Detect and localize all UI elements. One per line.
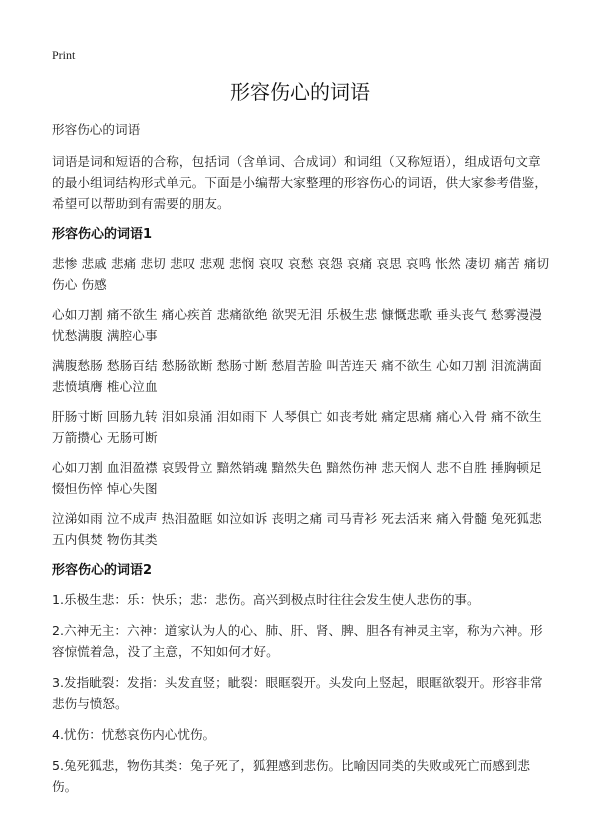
page-title: 形容伤心的词语 <box>230 80 370 104</box>
word-list-paragraph: 心如刀割 痛不欲生 痛心疾首 悲痛欲绝 欲哭无泪 乐极生悲 慷慨悲歌 垂头丧气 愁雾漫漫 忧愁满腹 满腔心事 <box>52 307 542 343</box>
article-body <box>52 120 550 807</box>
intro-paragraph: 词语是词和短语的合称，包括词（含单词、合成词）和词组（又称短语），组成语句文章的最小组词结构形式单元。下面是小编帮大家整理的形容伤心的词语，供大家参考借鉴，希望可以帮助到有需要的朋友。 <box>52 154 548 211</box>
word-list-paragraph: 心如刀割 血泪盈襟 哀毁骨立 黯然销魂 黯然失色 黯然伤神 悲天悯人 悲不自胜 捶胸顿足 惙怛伤悴 悼心失图 <box>52 460 542 496</box>
word-list-paragraph: 泣涕如雨 泣不成声 热泪盈眶 如泣如诉 丧明之痛 司马青衫 死去活来 痛入骨髓 兔死狐悲 五内俱焚 物伤其类 <box>52 511 542 547</box>
word-list-paragraph: 肝肠寸断 回肠九转 泪如泉涌 泪如雨下 人琴俱亡 如丧考妣 痛定思痛 痛心入骨 痛不欲生 万箭攒心 无肠可断 <box>52 409 542 445</box>
definition-item: 5.兔死狐悲，物伤其类：兔子死了，狐狸感到悲伤。比喻因同类的失败或死亡而感到悲伤。 <box>52 758 530 794</box>
word-list-paragraph: 满腹愁肠 愁肠百结 愁肠欲断 愁肠寸断 愁眉苦脸 叫苦连天 痛不欲生 心如刀割 泪流满面悲愤填膺 椎心泣血 <box>52 358 542 394</box>
definition-item: 3.发指眦裂：发指：头发直竖；眦裂：眼眶裂开。头发向上竖起，眼眶欲裂开。形容非常悲伤与愤怒。 <box>52 675 543 711</box>
section2-heading: 形容伤心的词语2 <box>52 563 153 578</box>
definition-item: 4.忧伤：忧愁哀伤内心忧伤。 <box>52 727 216 742</box>
article-subtitle: 形容伤心的词语 <box>52 122 141 137</box>
print-link[interactable]: Print <box>52 48 76 62</box>
section1-heading: 形容伤心的词语1 <box>52 227 153 242</box>
definition-item: 1.乐极生悲：乐：快乐；悲：悲伤。高兴到极点时往往会发生使人悲伤的事。 <box>52 592 480 607</box>
word-list-paragraph: 悲惨 悲戚 悲痛 悲切 悲叹 悲观 悲悯 哀叹 哀愁 哀怨 哀痛 哀思 哀鸣 怅然 凄切 痛苦 痛切 伤心 伤感 <box>52 256 550 292</box>
definition-item: 2.六神无主：六神：道家认为人的心、肺、肝、肾、脾、胆各有神灵主宰，称为六神。形容惊慌着急，没了主意，不知如何才好。 <box>52 623 543 659</box>
